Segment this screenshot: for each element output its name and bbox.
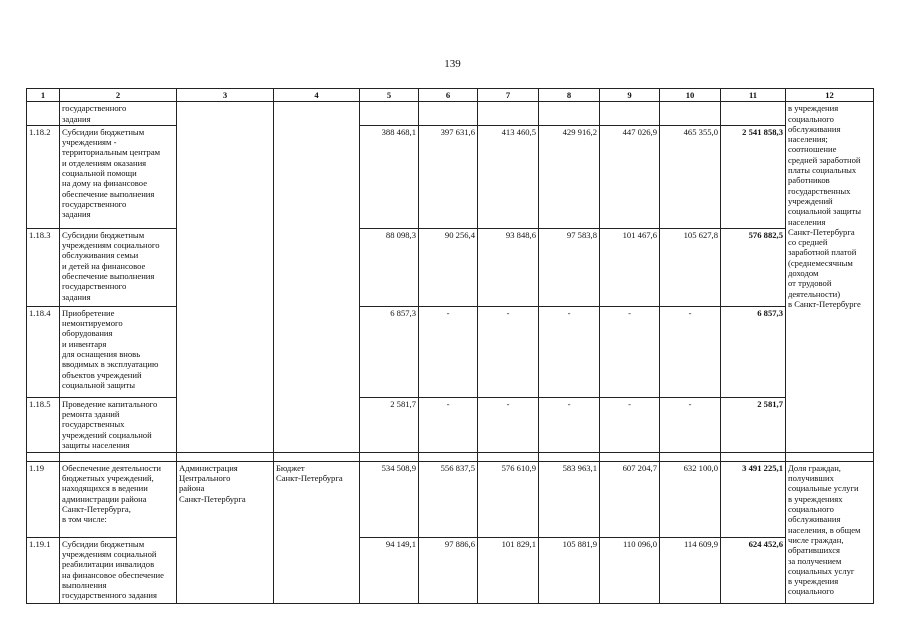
table-row	[27, 125, 874, 228]
row-name: Приобретение немонтируемого оборудования и инвентаря для оснащения вновь вводимых в эксплуатацию объектов учреждений социальной защиты	[60, 306, 177, 397]
source-cell	[274, 102, 360, 453]
value-cell	[660, 102, 721, 126]
value-cell: 101 467,6	[600, 228, 660, 306]
row-name: Субсидии бюджетным учреждениям - территориальным центрам и отделениям оказания социальной помощи на дому на финансовое обеспечение выполнения государственного задания	[60, 125, 177, 228]
indicator-cell: в учреждения социального обслуживания населения; соотношение средней заработной платы социальных работников государственных учреждений социальной защиты населения Санкт-Петербурга со средней заработной платой (среднемесячным доходом от трудовой деятельности) в Санкт-Петербурге	[786, 102, 874, 453]
table-row	[27, 228, 874, 306]
row-id: 1.19.1	[27, 537, 60, 603]
table-row	[27, 537, 874, 603]
value-cell	[600, 102, 660, 126]
header-cell: 12	[786, 89, 874, 102]
header-cell: 5	[360, 89, 419, 102]
header-row	[27, 89, 874, 102]
value-cell: 6 857,3	[360, 306, 419, 397]
header-cell: 7	[478, 89, 539, 102]
total-cell: 624 452,6	[721, 537, 786, 603]
row-name: Субсидии бюджетным учреждениям социальной реабилитации инвалидов на финансовое обеспечение выполнения государственного задания	[60, 537, 177, 603]
row-id: 1.19	[27, 461, 60, 537]
value-cell: -	[478, 306, 539, 397]
executor-cell: Администрация Центрального района Санкт-Петербурга	[177, 461, 274, 603]
total-cell: 576 882,5	[721, 228, 786, 306]
table-row	[27, 397, 874, 452]
row-name: Обеспечение деятельности бюджетных учреждений, находящихся в ведении администрации района Санкт-Петербурга, в том числе:	[60, 461, 177, 537]
value-cell: 105 627,8	[660, 228, 721, 306]
value-cell: 583 963,1	[539, 461, 600, 537]
value-cell	[539, 102, 600, 126]
value-cell: 447 026,9	[600, 125, 660, 228]
value-cell: 556 837,5	[419, 461, 478, 537]
value-cell: 632 100,0	[660, 461, 721, 537]
value-cell: 429 916,2	[539, 125, 600, 228]
value-cell: 2 581,7	[360, 397, 419, 452]
value-cell: 101 829,1	[478, 537, 539, 603]
value-cell: 388 468,1	[360, 125, 419, 228]
value-cell: 97 886,6	[419, 537, 478, 603]
header-cell: 11	[721, 89, 786, 102]
value-cell: 94 149,1	[360, 537, 419, 603]
header-cell: 10	[660, 89, 721, 102]
header-cell: 4	[274, 89, 360, 102]
value-cell: 576 610,9	[478, 461, 539, 537]
total-cell: 2 541 858,3	[721, 125, 786, 228]
value-cell: -	[419, 306, 478, 397]
value-cell	[478, 102, 539, 126]
spacer-row	[27, 452, 874, 461]
program-table	[26, 88, 874, 604]
row-name: государственного задания	[60, 102, 177, 126]
table-row	[27, 102, 874, 126]
value-cell: 607 204,7	[600, 461, 660, 537]
row-id: 1.18.3	[27, 228, 60, 306]
page-number: 139	[444, 58, 461, 70]
value-cell: -	[600, 397, 660, 452]
total-cell: 2 581,7	[721, 397, 786, 452]
value-cell: 90 256,4	[419, 228, 478, 306]
row-id: 1.18.5	[27, 397, 60, 452]
value-cell: 413 460,5	[478, 125, 539, 228]
executor-cell	[177, 102, 274, 453]
row-id: 1.18.4	[27, 306, 60, 397]
value-cell: 465 355,0	[660, 125, 721, 228]
indicator-cell: Доля граждан, получивших социальные услуги в учреждениях социального обслуживания населения, в общем числе граждан, обратившихся за получением социальных услуг в учреждения социального	[786, 461, 874, 603]
value-cell	[360, 102, 419, 126]
value-cell: 397 631,6	[419, 125, 478, 228]
value-cell: -	[660, 397, 721, 452]
value-cell: -	[660, 306, 721, 397]
value-cell: -	[600, 306, 660, 397]
header-cell: 2	[60, 89, 177, 102]
row-id	[27, 102, 60, 126]
header-cell: 6	[419, 89, 478, 102]
header-cell: 9	[600, 89, 660, 102]
row-id: 1.18.2	[27, 125, 60, 228]
value-cell: -	[419, 397, 478, 452]
header-cell: 3	[177, 89, 274, 102]
value-cell: 88 098,3	[360, 228, 419, 306]
total-cell: 6 857,3	[721, 306, 786, 397]
value-cell: -	[539, 306, 600, 397]
value-cell: 93 848,6	[478, 228, 539, 306]
value-cell: 114 609,9	[660, 537, 721, 603]
value-cell: 110 096,0	[600, 537, 660, 603]
value-cell: -	[539, 397, 600, 452]
total-cell	[721, 102, 786, 126]
value-cell: 97 583,8	[539, 228, 600, 306]
table-row	[27, 461, 874, 537]
header-cell: 1	[27, 89, 60, 102]
value-cell: 105 881,9	[539, 537, 600, 603]
value-cell	[419, 102, 478, 126]
total-cell: 3 491 225,1	[721, 461, 786, 537]
row-name: Проведение капитального ремонта зданий государственных учреждений социальной защиты населения	[60, 397, 177, 452]
header-cell: 8	[539, 89, 600, 102]
table-row	[27, 306, 874, 397]
value-cell: -	[478, 397, 539, 452]
source-cell: Бюджет Санкт-Петербурга	[274, 461, 360, 603]
row-name: Субсидии бюджетным учреждениям социального обслуживания семьи и детей на финансовое обеспечение выполнения государственного задания	[60, 228, 177, 306]
value-cell: 534 508,9	[360, 461, 419, 537]
